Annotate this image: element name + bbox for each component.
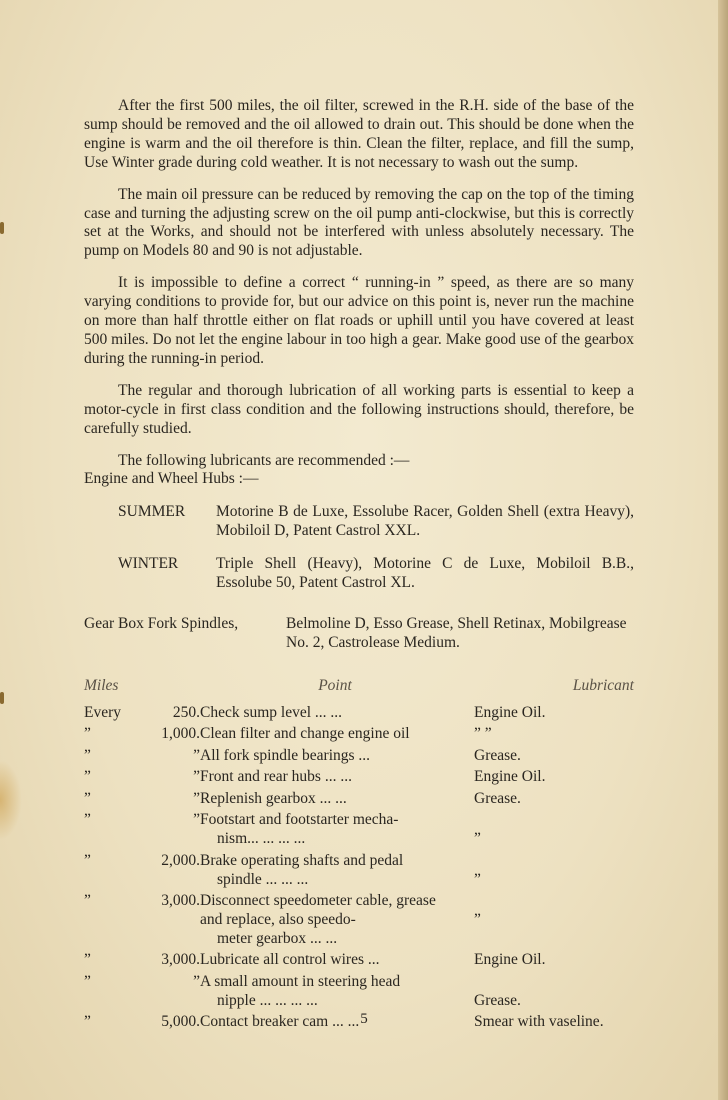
paragraph-oil-filter: After the first 500 miles, the oil filter, screwed in the R.H. side of the base of the sump should be removed and the oil allowed to drain out. This should be done when the engine is warm and the oil therefore is thin. Clean the filter, replace, and fill the sump, Use Winter grade during cold weather. It is not necessary to wash out the sump. [84, 97, 634, 171]
row-point-line1: All fork spindle bearings ... [200, 746, 371, 764]
row-miles: ” [193, 768, 200, 786]
row-lubricant: ” [474, 830, 481, 848]
row-point-line1: Replenish gearbox ... ... [200, 789, 347, 807]
page-number: 5 [360, 1011, 368, 1027]
row-point-line1: Check sump level ... ... [200, 703, 343, 721]
row-every: ” [84, 851, 91, 869]
row-point-line1: Brake operating shafts and pedal [200, 851, 404, 869]
row-point [200, 704, 458, 723]
row-point-line2: meter gearbox ... ... [217, 929, 338, 947]
row-point-line2: nipple ... ... ... ... [217, 991, 318, 1009]
row-lubricant: ” ” [474, 725, 492, 743]
table-row [84, 852, 634, 890]
table-row [84, 747, 634, 766]
row-point [200, 951, 458, 970]
row-point-line1: A small amount in steering head [200, 972, 401, 990]
page-edge [718, 0, 728, 1100]
row-every: ” [84, 746, 91, 764]
binding-mark-bottom [0, 692, 4, 704]
table-body [84, 704, 634, 1033]
row-every: ” [84, 972, 91, 990]
row-miles: 3,000. [161, 951, 200, 969]
row-every: ” [84, 789, 91, 807]
gearbox-label: Gear Box Fork Spindles, [84, 614, 239, 632]
table-header [84, 677, 634, 696]
row-point-line1: Front and rear hubs ... ... [200, 768, 352, 786]
winter-row [84, 555, 634, 593]
row-lubricant: Grease. [474, 789, 521, 807]
row-point [200, 747, 458, 766]
recommend-intro: The following lubricants are recommended :— [118, 451, 410, 469]
table-row [84, 768, 634, 787]
row-lubricant: ” [474, 911, 481, 929]
row-miles: ” [193, 789, 200, 807]
row-lubricant: Engine Oil. [474, 703, 546, 721]
row-miles: ” [193, 972, 200, 990]
table-row [84, 973, 634, 1011]
row-miles: ” [193, 746, 200, 764]
row-lubricant: ” [474, 870, 481, 888]
row-miles: 1,000. [161, 725, 200, 743]
row-lubricant: Engine Oil. [474, 768, 546, 786]
row-every: ” [84, 725, 91, 743]
row-point [200, 973, 458, 1011]
lubrication-table [84, 677, 634, 1033]
row-miles: 5,000. [161, 1013, 200, 1031]
row-point-line1: Footstart and footstarter mecha- [200, 811, 399, 829]
row-point [200, 892, 458, 949]
table-row [84, 704, 634, 723]
row-point [200, 790, 458, 809]
row-miles: 250. [172, 703, 200, 721]
binding-mark-top [0, 222, 4, 234]
winter-label: WINTER [118, 555, 179, 573]
row-every: ” [84, 768, 91, 786]
row-every: ” [84, 892, 91, 910]
table-row [84, 951, 634, 970]
table-row [84, 811, 634, 849]
summer-row [84, 503, 634, 541]
table-row [84, 790, 634, 809]
body-text [84, 97, 634, 1035]
row-lubricant: Grease. [474, 991, 521, 1009]
row-every: ” [84, 811, 91, 829]
row-point [200, 852, 458, 890]
row-every: ” [84, 1013, 91, 1031]
header-lubricant: Lubricant [572, 676, 634, 694]
winter-lubricants: Triple Shell (Heavy), Motorine C de Luxe, Mobiloil B.B., Essolube 50, Patent Castrol XL. [216, 555, 634, 592]
row-miles: 3,000. [161, 892, 200, 910]
row-point-line1: Contact breaker cam ... ... [200, 1013, 360, 1031]
table-row [84, 725, 634, 744]
row-lubricant: Engine Oil. [474, 951, 546, 969]
row-every: Every [84, 703, 122, 721]
row-point [200, 811, 458, 849]
paragraph-lubrication: The regular and thorough lubrication of all working parts is essential to keep a motor-cycle in first class condition and the following instructions should, therefore, be carefully studied. [84, 381, 634, 437]
row-point-line1: Clean filter and change engine oil [200, 725, 410, 743]
row-miles: 2,000. [161, 851, 200, 869]
row-point [200, 768, 458, 787]
row-point-line2: spindle ... ... ... [217, 870, 309, 888]
table-row [84, 892, 634, 949]
paragraph-running-in: It is impossible to define a correct “ running-in ” speed, as there are so many varying conditions to provide for, but our advice on this point is, never run the machine on more than half throttle either on flat roads or uphill until you have covered at least 500 miles. Do not let the engine labour in too high a gear. Make good use of the gearbox during the running-in period. [84, 274, 634, 367]
header-point: Point [318, 676, 352, 694]
row-point [200, 725, 458, 744]
gearbox-row [84, 615, 634, 653]
row-every: ” [84, 951, 91, 969]
row-point-line1: Disconnect speedometer cable, grease and replace, also speedo- [200, 892, 436, 929]
row-lubricant: Smear with vaseline. [474, 1013, 604, 1031]
row-lubricant: Grease. [474, 746, 521, 764]
row-point-line2: nism... ... ... ... [217, 830, 306, 848]
summer-lubricants: Motorine B de Luxe, Essolube Racer, Golden Shell (extra Heavy), Mobiloil D, Patent Castrol XXL. [216, 503, 634, 540]
header-miles: Miles [84, 676, 119, 694]
age-stain [0, 760, 22, 840]
summer-label: SUMMER [118, 503, 186, 521]
gearbox-lubricants: Belmoline D, Esso Grease, Shell Retinax, Mobilgrease No. 2, Castrolease Medium. [286, 614, 627, 651]
engine-hubs-label: Engine and Wheel Hubs :— [84, 470, 259, 488]
row-point-line1: Lubricate all control wires ... [200, 951, 380, 969]
paragraph-oil-pressure: The main oil pressure can be reduced by removing the cap on the top of the timing case and turning the adjusting screw on the oil pump anti-clockwise, but this is correctly set at the Works, and should not be interfered with unless absolutely necessary. The pump on Models 80 and 90 is not adjustable. [84, 185, 634, 260]
row-miles: ” [193, 811, 200, 829]
